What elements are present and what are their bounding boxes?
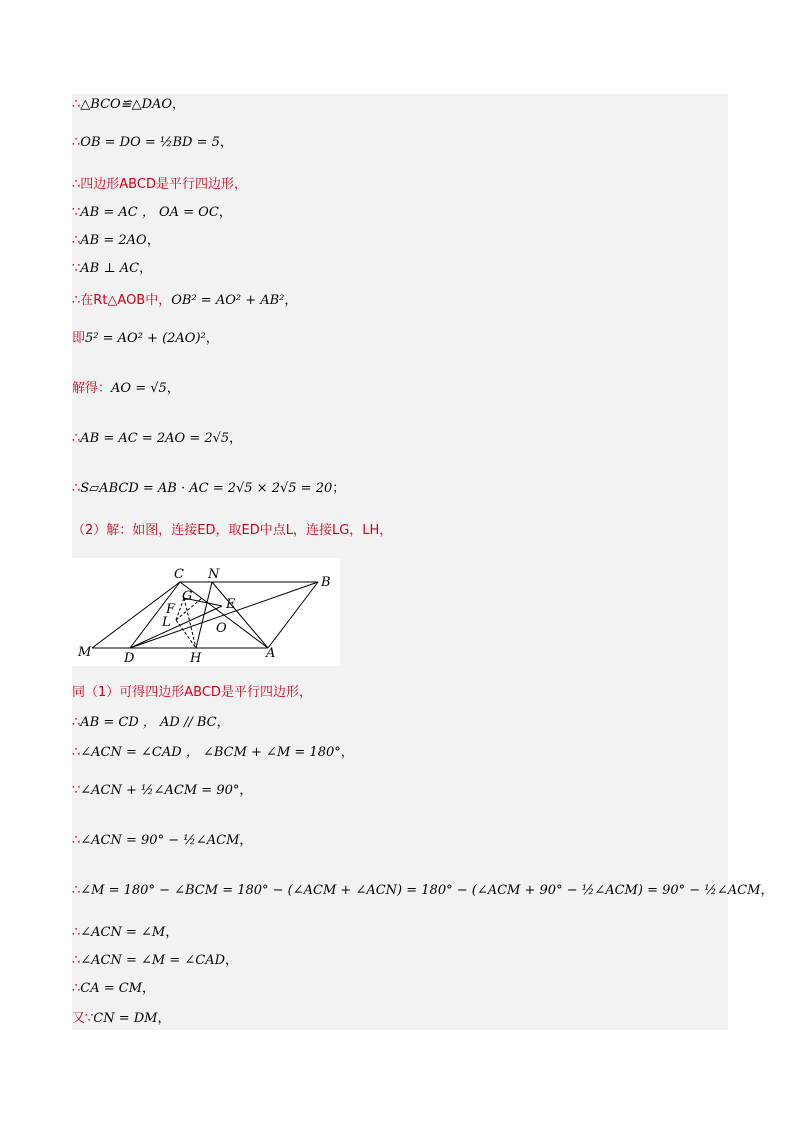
proof-line-12: （2）解：如图，连接ED，取ED中点L，连接LG，LH， (72, 523, 393, 538)
proof-line-10: ∴AB = AC = 2AO = 2√5， (72, 431, 243, 446)
segment-DB (130, 582, 318, 648)
proof-line-7: ∴在Rt△AOB中，OB² = AO² + AB²， (72, 293, 298, 308)
proof-line-2: ∴OB = DO = ½BD = 5， (72, 135, 233, 150)
segment-DE (130, 606, 222, 648)
proof-line-5: ∴AB = 2AO， (72, 233, 160, 248)
segment-NH (196, 582, 212, 648)
label-E: E (226, 597, 236, 612)
proof-line-4: ∵AB = AC ， OA = OC， (72, 205, 232, 220)
line-symbol: ∴ (72, 97, 81, 112)
proof-line-17: ∴∠ACN = 90° − ½∠ACM， (72, 833, 253, 848)
proof-line-13: 同（1）可得四边形ABCD是平行四边形， (72, 685, 312, 700)
label-D: D (124, 651, 135, 666)
label-H: H (190, 651, 202, 666)
label-L: L (162, 615, 171, 630)
proof-line-21: ∴CA = CM， (72, 981, 156, 996)
label-N: N (208, 567, 220, 582)
segment-NA (212, 582, 268, 648)
geometry-figure (72, 558, 340, 666)
line-math: △BCO≌△DAO (80, 97, 173, 112)
proof-line-18: ∴∠M = 180° − ∠BCM = 180° − (∠ACM + ∠ACN) = 180° − (∠ACM + 90° − ½∠ACM) = 90° − ½∠ACM， (72, 883, 774, 898)
proof-line-3: ∴四边形ABCD是平行四边形， (72, 177, 247, 192)
proof-line-8: 即5² = AO² + (2AO)²， (72, 331, 219, 346)
label-C: C (174, 567, 184, 582)
proof-line-16: ∵∠ACN + ½∠ACM = 90°， (72, 783, 253, 798)
label-O: O (216, 621, 227, 636)
proof-line-22: 又∵CN = DM， (72, 1011, 171, 1026)
proof-line-19: ∴∠ACN = ∠M， (72, 925, 179, 940)
label-A: A (266, 646, 276, 661)
proof-line-1: ∴△BCO≌△DAO， (72, 97, 186, 112)
proof-line-11: ∴S▱ABCD = AB · AC = 2√5 × 2√5 = 20； (72, 481, 346, 496)
label-F: F (166, 602, 176, 617)
label-B: B (321, 575, 331, 590)
proof-line-20: ∴∠ACN = ∠M = ∠CAD， (72, 953, 239, 968)
segment-AB (268, 582, 318, 648)
proof-line-14: ∴AB = CD ， AD // BC， (72, 715, 230, 730)
proof-line-6: ∵AB ⊥ AC， (72, 261, 153, 276)
label-G: G (182, 589, 193, 604)
label-M: M (78, 645, 92, 660)
proof-line-9: 解得：AO = √5， (72, 381, 180, 396)
proof-line-15: ∴∠ACN = ∠CAD ， ∠BCM + ∠M = 180°， (72, 745, 354, 760)
